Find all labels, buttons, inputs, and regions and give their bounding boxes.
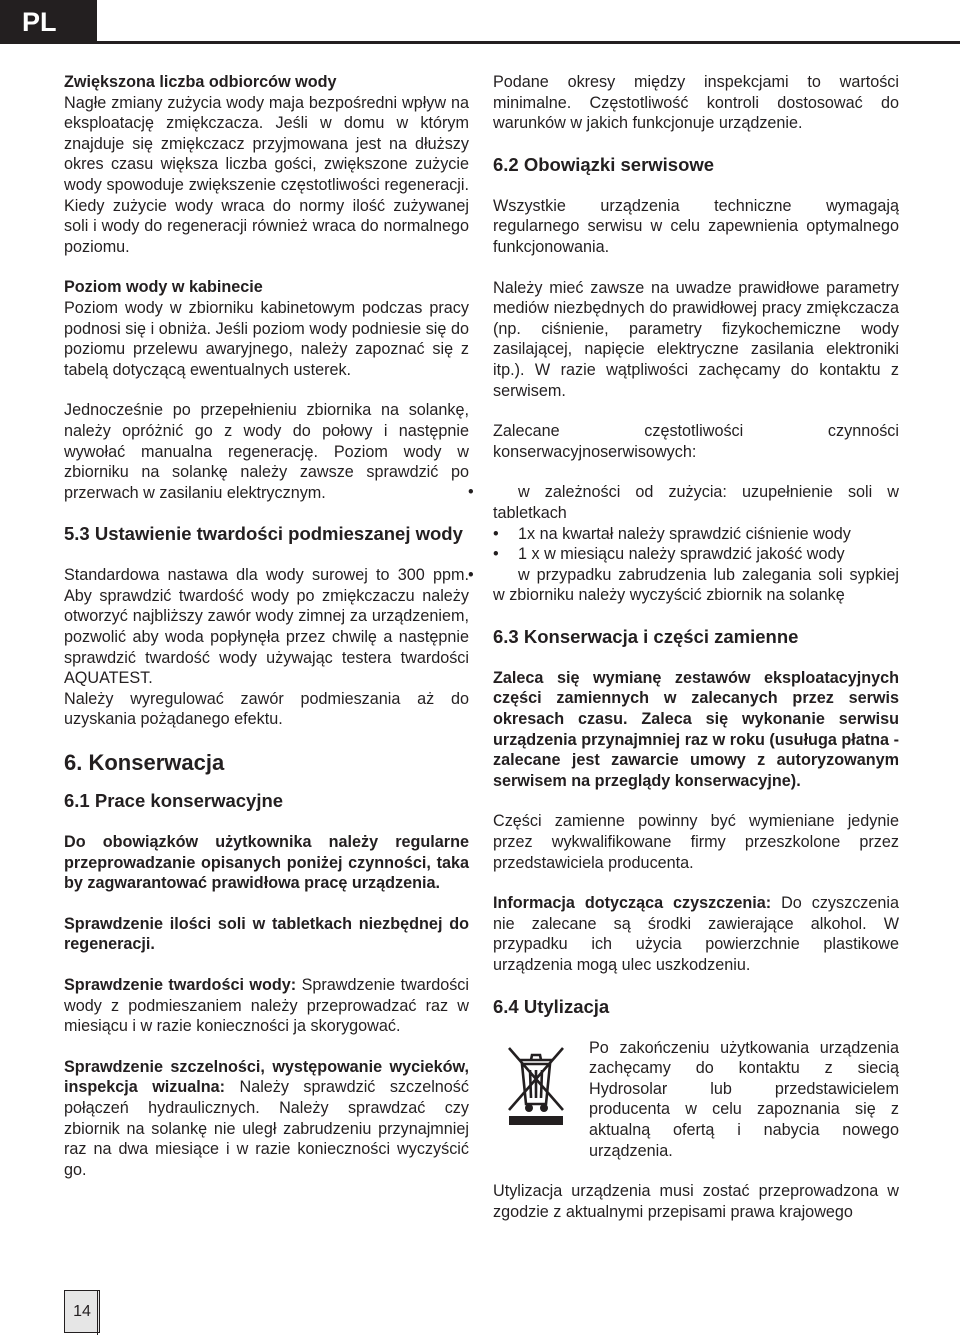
heading-6-4: 6.4 Utylizacja: [493, 995, 610, 1017]
list-item: • 1 x w miesiącu należy sprawdzić jakość wody: [493, 544, 899, 565]
paragraph-czesci: Części zamienne powinny być wymieniane jedynie przez wykwalifikowane firmy przeszkolone przez przedstawiciela producenta.: [493, 812, 899, 872]
paragraph-wymiana: Zaleca się wymianę zestawów eksploatacyjnych części zamiennych w zalecanych przez serwis okresach czasu. Zaleca się wykonanie serwisu urządzenia przynajmniej raz w roku (usuługa płatna - zalecane jest zawarcie umowy z autoryzowanym serwisem na przeglądy konserwacyjne).: [493, 668, 899, 790]
label-czyszczenie: Informacja dotycząca czyszczenia:: [493, 894, 772, 913]
text-czyszczenie: Do czyszczenia nie zalecane są środki zawierające alkohol. W przypadku ich użycia powierzchnie plastikowe urządzenia mogą ulec uszkodzeniu.: [493, 894, 899, 974]
weee-block: [493, 1038, 899, 1162]
paragraph-weee: Po zakończeniu użytkowania urządzenia zachęcamy do kontaktu z siecią Hydrosolar lub przedstawicielem producenta w celu zapoznania się z aktualną ofertą i nabycia nowego urządzenia.: [589, 1038, 899, 1160]
page-number-label: 14: [73, 1302, 91, 1320]
paragraph-twardosc-wody: [64, 975, 469, 1037]
maintenance-list: [493, 482, 899, 606]
paragraph-poziom-wody: Poziom wody w zbiorniku kabinetowym podczas pracy podnosi się i obniża. Jeśli poziom wody podniesie się do poziomu przelewu awaryjnego, należy zapoznać się z tabelą dotyczącą ewentualnych usterek.: [64, 298, 469, 379]
crossed-bin-icon: [503, 1044, 569, 1128]
section-title-poziom-wody: Poziom wody w kabinecie: [64, 278, 263, 297]
paragraph-przepelnienie: Jednocześnie po przepełnieniu zbiornika na solankę, należy opróżnić go z wody do połowy i następnie wywołać manualna regenerację. Poziom wody w zbiorniku na solankę należy zawsze sprawdzić po przerwach w zasilaniu elektrycznym.: [64, 401, 469, 502]
heading-5-3: 5.3 Ustawienie twardości podmieszanej wody: [64, 523, 463, 545]
text-szczelnosc: Należy sprawdzić szczelność połączeń hydraulicznych. Należy sprawdzać czy zbiornik na solankę nie uległ zabrudzeniu przynajmniej raz na dwa miesiące i w razie konieczności wyczyścić go.: [64, 1078, 469, 1179]
label-szczelnosc: Sprawdzenie szczelności, występowanie wycieków, inspekcja wizualna:: [64, 1057, 469, 1097]
paragraph-parametry: Należy mieć zawsze na uwadze prawidłowe parametry mediów niezbędnych do prawidłowej pracy zmiękczacza (np. ciśnienie, parametry fizykochemiczne wody zasilającej, napięcie elektryczne zasilania elektroniki itp.). W razie wątpliwości zachęcamy do kontaktu z serwisem.: [493, 278, 899, 400]
footer-rule: [97, 1290, 98, 1335]
paragraph-odbiorcy: Nagłe zmiany zużycia wody maja bezpośredni wpływ na eksploatację zmiękczacza. Jeśli w domu w którym znajduje się zmiękczacz przyjmowana jest na dłuższy okres czasu większa liczba gości, zwiększone zużycie wody spowoduje zwiększenie częstotliwości regeneracji. Kiedy zużycie wody wraca do normy ilość zużywanej soli i wody do regeneracji również wraca do normalnego poziomu.: [64, 93, 469, 256]
page-number: [64, 1290, 100, 1333]
heading-6-2: 6.2 Obowiązki serwisowe: [493, 153, 715, 175]
list-item: • w zależności od zużycia: uzupełnienie soli w tabletkach: [493, 482, 899, 523]
paragraph-obowiazki: Do obowiązków użytkownika należy regularne przeprowadzanie opisanych poniżej czynności, taka by zagwarantować prawidłowa pracę urządzenia.: [64, 833, 469, 893]
paragraph-sol: Sprawdzenie ilości soli w tabletkach niezbędnej do regeneracji.: [64, 914, 469, 954]
language-label: PL: [22, 6, 57, 37]
header-rule: [97, 41, 960, 44]
paragraph-regulacja: Należy wyregulować zawór podmieszania aż do uzyskania pożądanego efektu.: [64, 689, 469, 729]
paragraph-szczelnosc: [64, 1057, 469, 1181]
paragraph-utylizacja: Utylizacja urządzenia musi zostać przeprowadzona w zgodzie z aktualnymi przepisami prawa krajowego: [493, 1182, 899, 1221]
left-column: [64, 72, 469, 1180]
list-item: • w przypadku zabrudzenia lub zalegania soli sypkiej w zbiorniku należy wyczyścić zbiornik na solankę: [493, 565, 899, 606]
list-item: • 1x na kwartał należy sprawdzić ciśnienie wody: [493, 524, 899, 545]
text-twardosc: Sprawdzenie twardości wody z podmieszaniem należy przeprowadzać raz w miesiącu i w razie konieczności ja skorygować.: [64, 976, 469, 1036]
label-twardosc: Sprawdzenie twardości wody:: [64, 976, 297, 994]
right-column: [493, 72, 899, 1222]
heading-6-1: 6.1 Prace konserwacyjne: [64, 790, 284, 812]
section-title-odbiorcy: Zwiększona liczba odbiorców wody: [64, 73, 337, 91]
paragraph-twardosc: Standardowa nastawa dla wody surowej to 300 ppm. Aby sprawdzić twardość wody po zmiękczaczu należy otworzyć najbliższy zawór wody zimnej za urządzeniem, pozwolić aby woda popłynęła przez chwilę a następnie sprawdzić twardość wody używając testera twardości AQUATEST.: [64, 566, 469, 688]
heading-6: 6. Konserwacja: [64, 750, 225, 776]
paragraph-serwis: Wszystkie urządzenia techniczne wymagają regularnego serwisu w celu zapewnienia optymalnego funkcjonowania.: [493, 196, 899, 256]
paragraph-okresy: Podane okresy między inspekcjami to wartości minimalne. Częstotliwość kontroli dostosować do warunków w jakich funkcjonuje urządzenie.: [493, 73, 899, 133]
language-tab: [0, 0, 97, 44]
paragraph-czestotliwosci: Zalecane częstotliwości czynności konserwacyjnoserwisowych:: [493, 422, 899, 461]
heading-6-3: 6.3 Konserwacja i części zamienne: [493, 625, 799, 647]
paragraph-czyszczenie: [493, 893, 899, 975]
